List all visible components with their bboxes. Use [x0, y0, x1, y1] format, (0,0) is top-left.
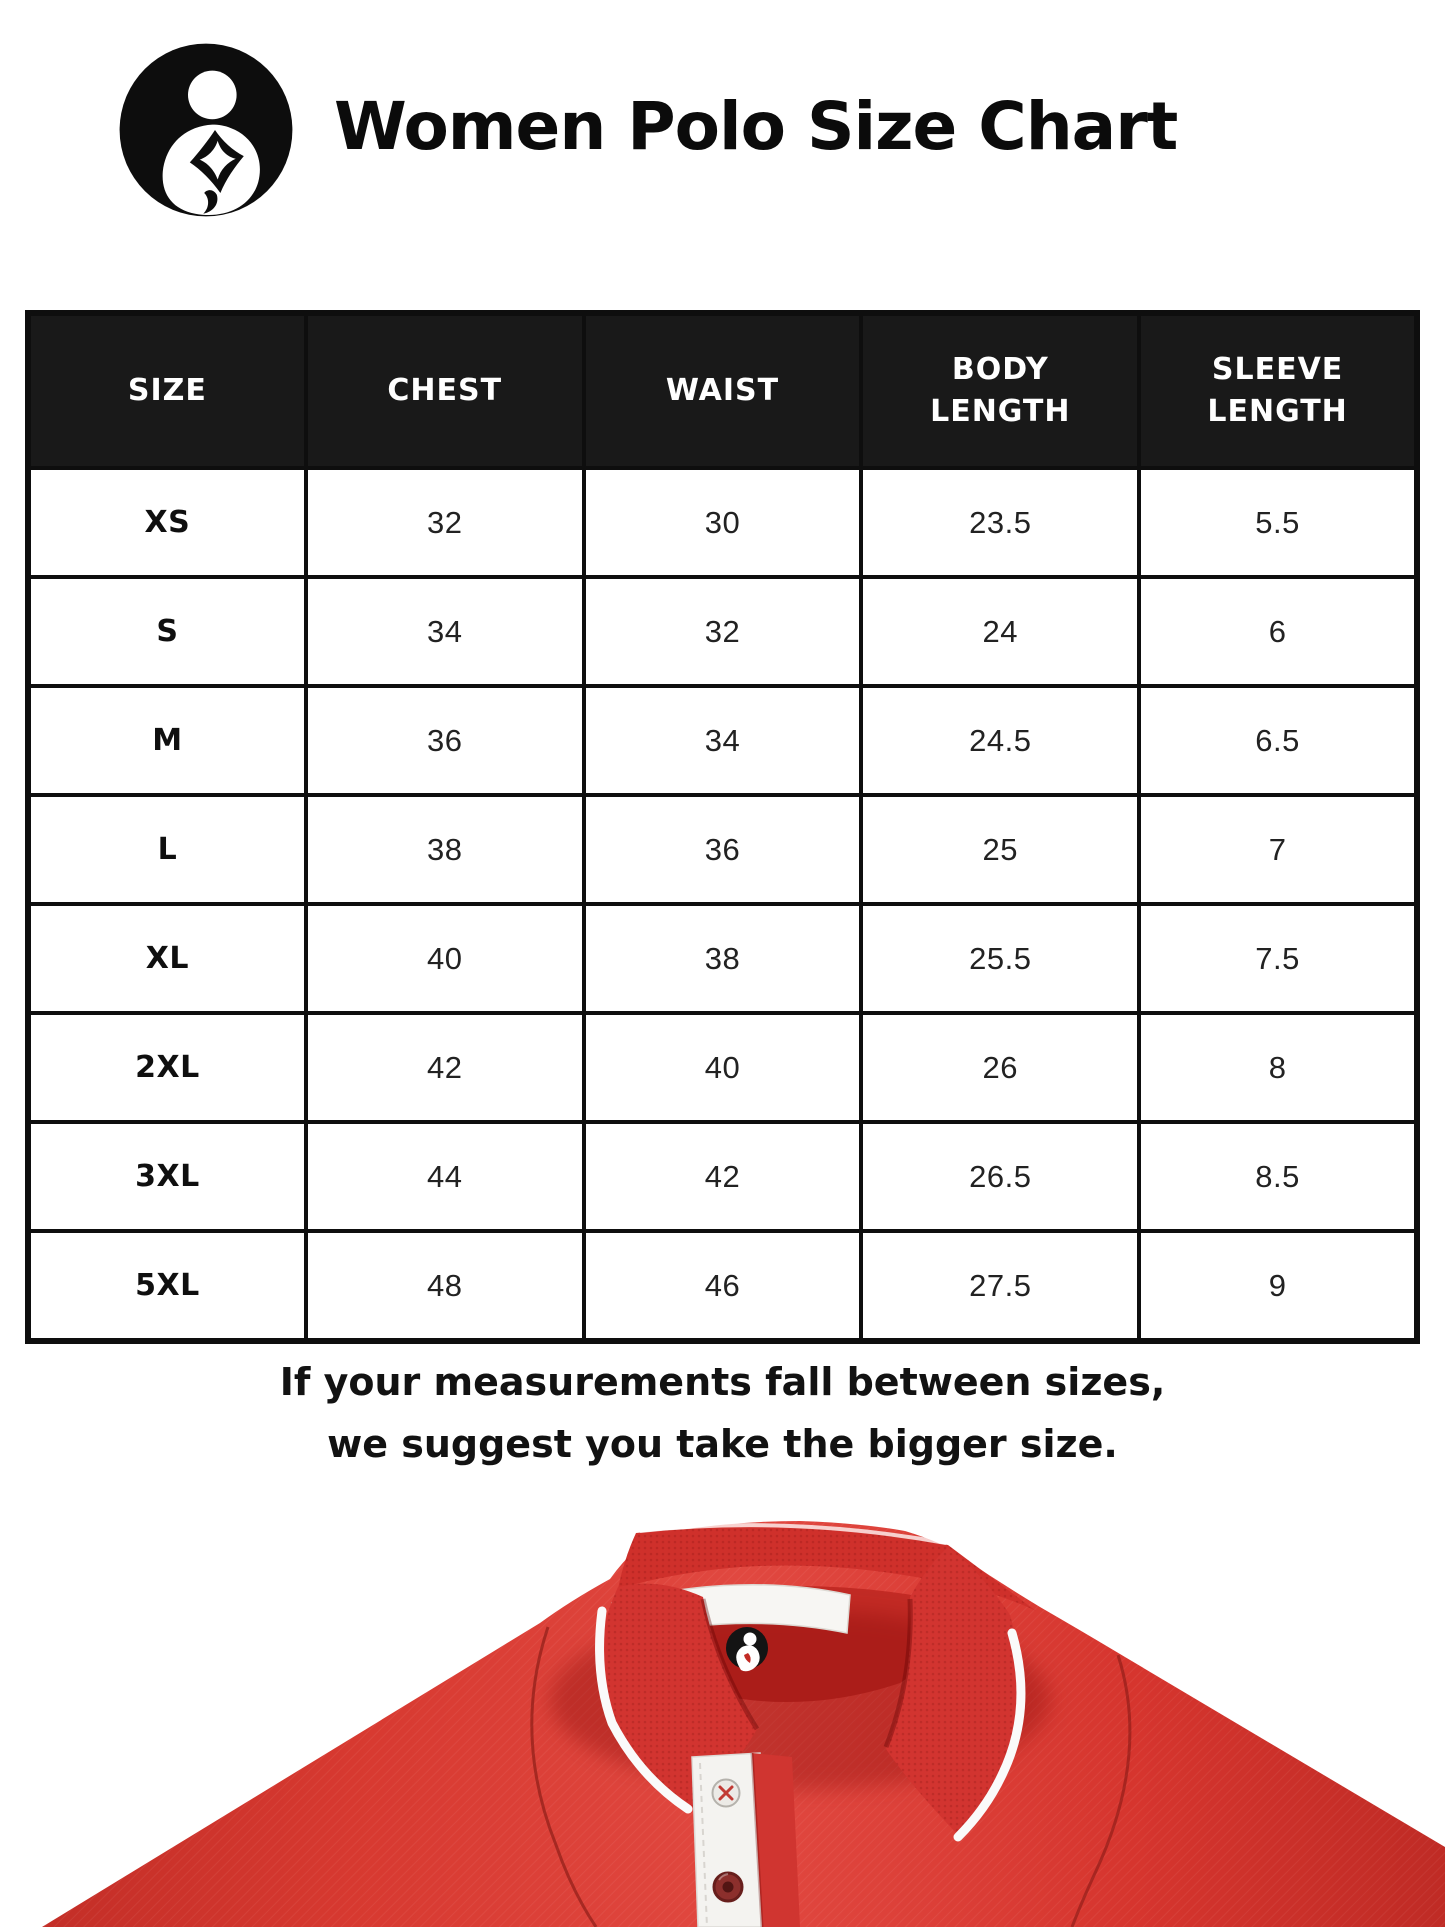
- column-header-cell: BODY LENGTH: [861, 313, 1139, 468]
- body-length-cell: 24.5: [861, 686, 1139, 795]
- fit-note-line2: we suggest you take the bigger size.: [327, 1421, 1118, 1466]
- column-header-cell: SIZE: [28, 313, 306, 468]
- sleeve-length-cell: 8: [1139, 1013, 1417, 1122]
- body-length-cell: 27.5: [861, 1231, 1139, 1341]
- table-row: [28, 1013, 1417, 1122]
- waist-cell: 36: [584, 795, 862, 904]
- table-row: [28, 686, 1417, 795]
- body-length-cell: 26: [861, 1013, 1139, 1122]
- chest-cell: 38: [306, 795, 584, 904]
- table-row: [28, 1231, 1417, 1341]
- size-cell: 5XL: [28, 1231, 306, 1341]
- waist-cell: 32: [584, 577, 862, 686]
- size-chart-table: [25, 310, 1420, 1344]
- chest-cell: 34: [306, 577, 584, 686]
- sleeve-length-cell: 7.5: [1139, 904, 1417, 1013]
- body-length-cell: 24: [861, 577, 1139, 686]
- column-header-cell: WAIST: [584, 313, 862, 468]
- sleeve-length-cell: 6: [1139, 577, 1417, 686]
- waist-cell: 40: [584, 1013, 862, 1122]
- chest-cell: 32: [306, 468, 584, 577]
- chest-cell: 48: [306, 1231, 584, 1341]
- table-row: [28, 577, 1417, 686]
- sleeve-length-cell: 9: [1139, 1231, 1417, 1341]
- column-header-cell: SLEEVE LENGTH: [1139, 313, 1417, 468]
- brand-header: [116, 40, 1177, 220]
- waist-cell: 38: [584, 904, 862, 1013]
- sleeve-length-cell: 6.5: [1139, 686, 1417, 795]
- polo-shirt-photo: [0, 1515, 1445, 1927]
- size-cell: M: [28, 686, 306, 795]
- column-header-cell: CHEST: [306, 313, 584, 468]
- body-length-cell: 25: [861, 795, 1139, 904]
- table-body: [28, 468, 1417, 1341]
- body-length-cell: 25.5: [861, 904, 1139, 1013]
- table-row: [28, 904, 1417, 1013]
- waist-cell: 46: [584, 1231, 862, 1341]
- chest-cell: 40: [306, 904, 584, 1013]
- size-cell: 3XL: [28, 1122, 306, 1231]
- fit-note-line1: If your measurements fall between sizes,: [279, 1360, 1166, 1404]
- waist-cell: 30: [584, 468, 862, 577]
- sleeve-length-cell: 7: [1139, 795, 1417, 904]
- table-row: [28, 1122, 1417, 1231]
- lower-button: [714, 1873, 742, 1901]
- waist-cell: 42: [584, 1122, 862, 1231]
- size-cell: XL: [28, 904, 306, 1013]
- size-cell: S: [28, 577, 306, 686]
- page-title: Women Polo Size Chart: [334, 88, 1178, 165]
- chest-cell: 42: [306, 1013, 584, 1122]
- table-header-row: [28, 313, 1417, 468]
- table-row: [28, 468, 1417, 577]
- size-cell: L: [28, 795, 306, 904]
- chest-cell: 36: [306, 686, 584, 795]
- button-placket: [692, 1753, 800, 1927]
- size-cell: XS: [28, 468, 306, 577]
- body-length-cell: 23.5: [861, 468, 1139, 577]
- chest-cell: 44: [306, 1122, 584, 1231]
- table-row: [28, 795, 1417, 904]
- body-length-cell: 26.5: [861, 1122, 1139, 1231]
- size-cell: 2XL: [28, 1013, 306, 1122]
- top-button: [713, 1780, 740, 1807]
- waist-cell: 34: [584, 686, 862, 795]
- mother-baby-logo-icon: [116, 40, 296, 220]
- sleeve-length-cell: 5.5: [1139, 468, 1417, 577]
- fit-note: [0, 1352, 1445, 1475]
- sleeve-length-cell: 8.5: [1139, 1122, 1417, 1231]
- table-header: [28, 313, 1417, 468]
